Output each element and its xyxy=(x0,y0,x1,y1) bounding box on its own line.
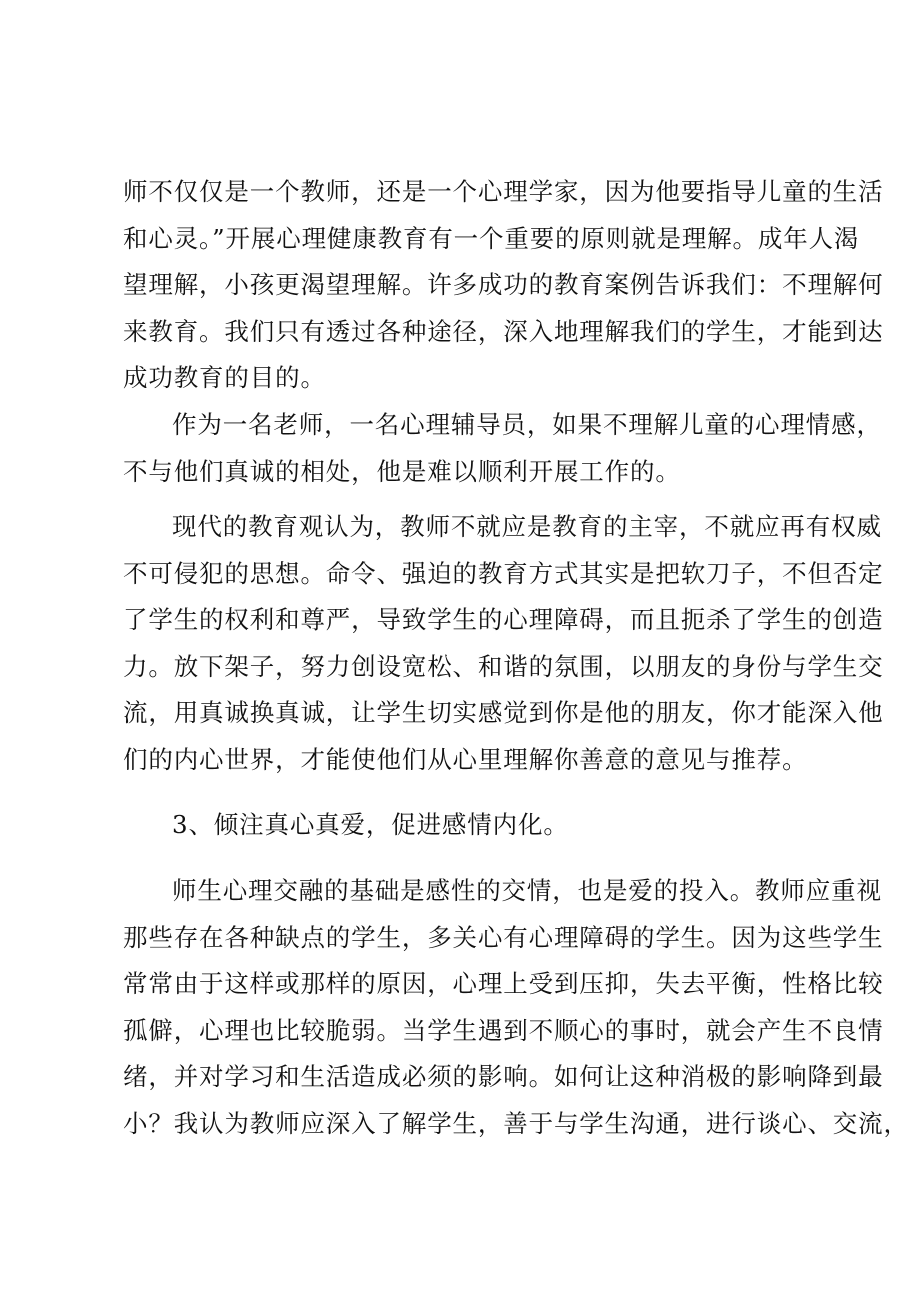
text-line: 力。放下架子，努力创设宽松、和谐的氛围，以朋友的身份与学生交 xyxy=(123,651,884,681)
text-line: 望理解，小孩更渴望理解。许多成功的教育案例告诉我们：不理解何 xyxy=(123,270,884,300)
text-line: 们的内心世界，才能使他们从心里理解你善意的意见与推荐。 xyxy=(123,744,808,774)
text-line: 常常由于这样或那样的原因，心理上受到压抑，失去平衡，性格比较 xyxy=(123,969,884,999)
paragraph-modern-education xyxy=(123,504,884,784)
text-line: 了学生的权利和尊严，导致学生的心理障碍，而且扼杀了学生的创造 xyxy=(123,605,884,635)
text-line: 成功教育的目的。 xyxy=(123,363,326,393)
text-line: 不可侵犯的思想。命令、强迫的教育方式其实是把软刀子，不但否定 xyxy=(123,558,884,588)
paragraph-teacher-role xyxy=(123,402,882,495)
text-line: 师不仅仅是一个教师，还是一个心理学家，因为他要指导儿童的生活 xyxy=(123,177,884,206)
text-line: 绪，并对学习和生活造成必须的影响。如何让这种消极的影响降到最 xyxy=(123,1062,884,1092)
text-line: 来教育。我们只有透过各种途径，深入地理解我们的学生，才能到达 xyxy=(123,316,884,346)
text-line: 和心灵。”开展心理健康教育有一个重要的原则就是理解。成年人渴 xyxy=(123,223,860,253)
text-line: 现代的教育观认为，教师不就应是教育的主宰，不就应再有权威 xyxy=(172,512,882,541)
text-line: 作为一名老师，一名心理辅导员，如果不理解儿童的心理情感， xyxy=(172,410,882,439)
text-line: 不与他们真诚的相处，他是难以顺利开展工作的。 xyxy=(123,456,681,486)
heading-line: 3、倾注真心真爱，促进感情内化。 xyxy=(172,810,569,839)
text-line: 小？我认为教师应深入了解学生，善于与学生沟通，进行谈心、交流， xyxy=(123,1108,909,1138)
paragraph-emotional-bond xyxy=(123,868,909,1148)
paragraph-continuation xyxy=(123,169,884,402)
text-line: 那些存在各种缺点的学生，多关心有心理障碍的学生。因为这些学生 xyxy=(123,922,884,952)
text-line: 流，用真诚换真诚，让学生切实感觉到你是他的朋友，你才能深入他 xyxy=(123,698,884,728)
section-heading xyxy=(123,802,823,849)
text-line: 孤僻，心理也比较脆弱。当学生遇到不顺心的事时，就会产生不良情 xyxy=(123,1015,884,1045)
text-line: 师生心理交融的基础是感性的交情，也是爱的投入。教师应重视 xyxy=(172,876,882,905)
